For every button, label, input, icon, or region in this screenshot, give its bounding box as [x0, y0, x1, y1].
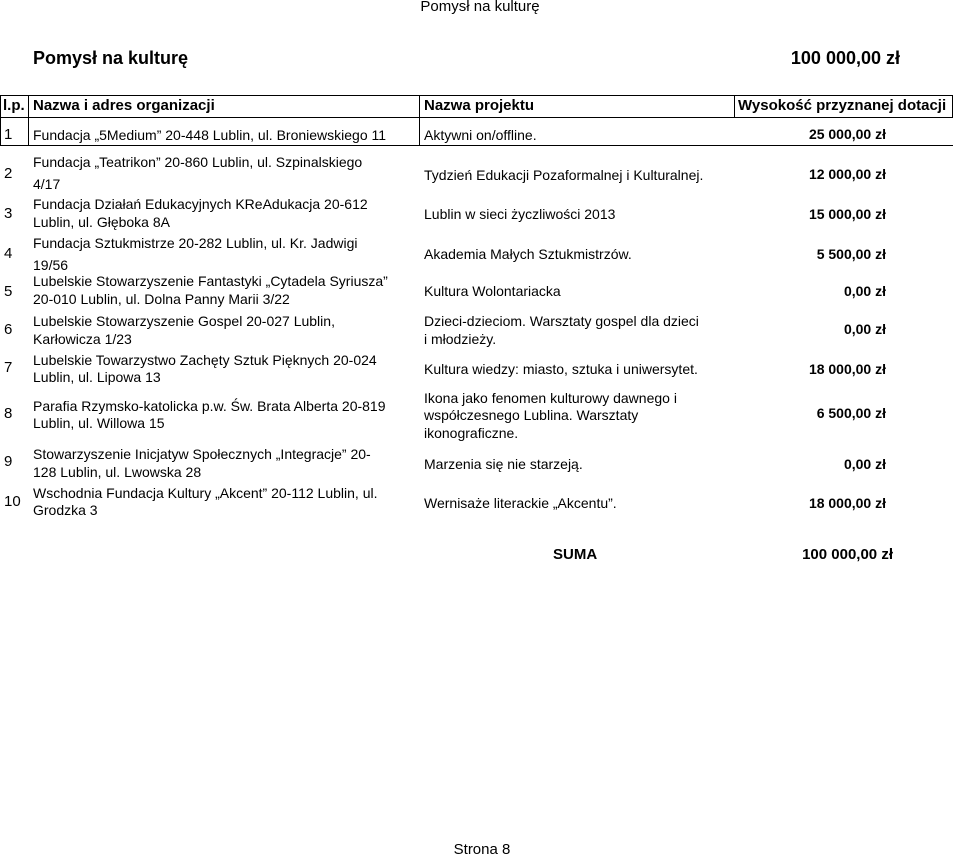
amount: 25 000,00 zł: [808, 126, 886, 142]
project-line: Lublin w sieci życzliwości 2013: [424, 206, 616, 222]
row-number: 2: [4, 165, 13, 182]
project-line: Kultura Wolontariacka: [424, 283, 561, 299]
amount: 5 500,00 zł: [816, 246, 886, 262]
amount: 15 000,00 zł: [808, 206, 886, 222]
row-number: 4: [4, 245, 13, 262]
page-footer: Strona 8: [453, 841, 511, 858]
header-bottom-border: [0, 117, 953, 118]
row-number: 5: [4, 283, 13, 300]
table-left-border: [0, 95, 1, 145]
project-line: Kultura wiedzy: miasto, sztuka i uniwersytet.: [424, 361, 698, 377]
header-proj: Nazwa projektu: [424, 97, 535, 114]
org-line: Lublin, ul. Głęboka 8A: [33, 214, 170, 230]
row-number: 3: [4, 205, 13, 222]
org-line: Fundacja Działań Edukacyjnych KReAdukacja 20-612: [33, 196, 368, 212]
row1-bottom-border: [0, 145, 953, 146]
row-number: 6: [4, 321, 13, 338]
project-line: Akademia Małych Sztukmistrzów.: [424, 246, 632, 262]
amount: 6 500,00 zł: [816, 405, 886, 421]
org-line: 19/56: [33, 257, 69, 273]
amount: 0,00 zł: [843, 283, 886, 299]
amount: 12 000,00 zł: [808, 166, 886, 182]
project-line: Ikona jako fenomen kulturowy dawnego i: [424, 390, 677, 406]
row-number: 10: [4, 493, 21, 510]
project-line: współczesnego Lublina. Warsztaty: [424, 407, 639, 423]
summary-title: Pomysł na kulturę: [33, 48, 189, 68]
table-top-border: [0, 95, 953, 96]
project-line: Marzenia się nie starzeją.: [424, 456, 583, 472]
col-divider-2: [419, 95, 420, 145]
sum-amount: 100 000,00 zł: [802, 546, 893, 563]
org-line: Lubelskie Stowarzyszenie Fantastyki „Cytadela Syriusza”: [33, 273, 388, 289]
row-number: 7: [4, 359, 13, 376]
amount: 18 000,00 zł: [808, 495, 886, 511]
amount: 0,00 zł: [843, 456, 886, 472]
project-line: i młodzieży.: [424, 331, 497, 347]
org-line: Lublin, ul. Willowa 15: [33, 415, 165, 431]
org-line: Wschodnia Fundacja Kultury „Akcent” 20-112 Lublin, ul.: [33, 485, 378, 501]
org-line: 4/17: [33, 176, 61, 192]
org-line: Karłowicza 1/23: [33, 331, 132, 347]
org-line: 128 Lublin, ul. Lwowska 28: [33, 464, 202, 480]
org-line: Stowarzyszenie Inicjatyw Społecznych „Integracje” 20-: [33, 446, 371, 462]
org-line: Grodzka 3: [33, 502, 98, 518]
org-line: 20-010 Lublin, ul. Dolna Panny Marii 3/22: [33, 291, 290, 307]
org-line: Fundacja „5Medium” 20-448 Lublin, ul. Broniewskiego 11: [33, 127, 387, 143]
project-line: Dzieci-dzieciom. Warsztaty gospel dla dzieci: [424, 313, 699, 329]
org-line: Lubelskie Towarzystwo Zachęty Sztuk Pięknych 20-024: [33, 352, 377, 368]
project-line: ikonograficzne.: [424, 425, 519, 441]
row-number: 1: [4, 126, 13, 143]
org-line: Lubelskie Stowarzyszenie Gospel 20-027 Lublin,: [33, 313, 335, 329]
amount: 18 000,00 zł: [808, 361, 886, 377]
header-org: Nazwa i adres organizacji: [33, 97, 215, 114]
org-line: Fundacja „Teatrikon” 20-860 Lublin, ul. Szpinalskiego: [33, 154, 363, 170]
col-divider-3: [734, 95, 735, 117]
org-line: Fundacja Sztukmistrze 20-282 Lublin, ul. Kr. Jadwigi: [33, 235, 358, 251]
project-line: Tydzień Edukacji Pozaformalnej i Kulturalnej.: [424, 167, 704, 183]
org-line: Parafia Rzymsko-katolicka p.w. Św. Brata Alberta 20-819: [33, 398, 386, 414]
sum-label: SUMA: [553, 546, 598, 563]
summary-amount: 100 000,00 zł: [790, 48, 900, 68]
table-right-border: [952, 95, 953, 117]
project-line: Aktywni on/offline.: [424, 127, 537, 143]
header-amount: Wysokość przyznanej dotacji: [738, 97, 947, 114]
project-line: Wernisaże literackie „Akcentu”.: [424, 495, 617, 511]
row-number: 9: [4, 453, 13, 470]
amount: 0,00 zł: [843, 321, 886, 337]
org-line: Lublin, ul. Lipowa 13: [33, 369, 161, 385]
header-lp: l.p.: [3, 97, 25, 114]
row-number: 8: [4, 405, 13, 422]
page-header: Pomysł na kulturę: [420, 0, 540, 15]
col-divider-1: [28, 95, 29, 145]
